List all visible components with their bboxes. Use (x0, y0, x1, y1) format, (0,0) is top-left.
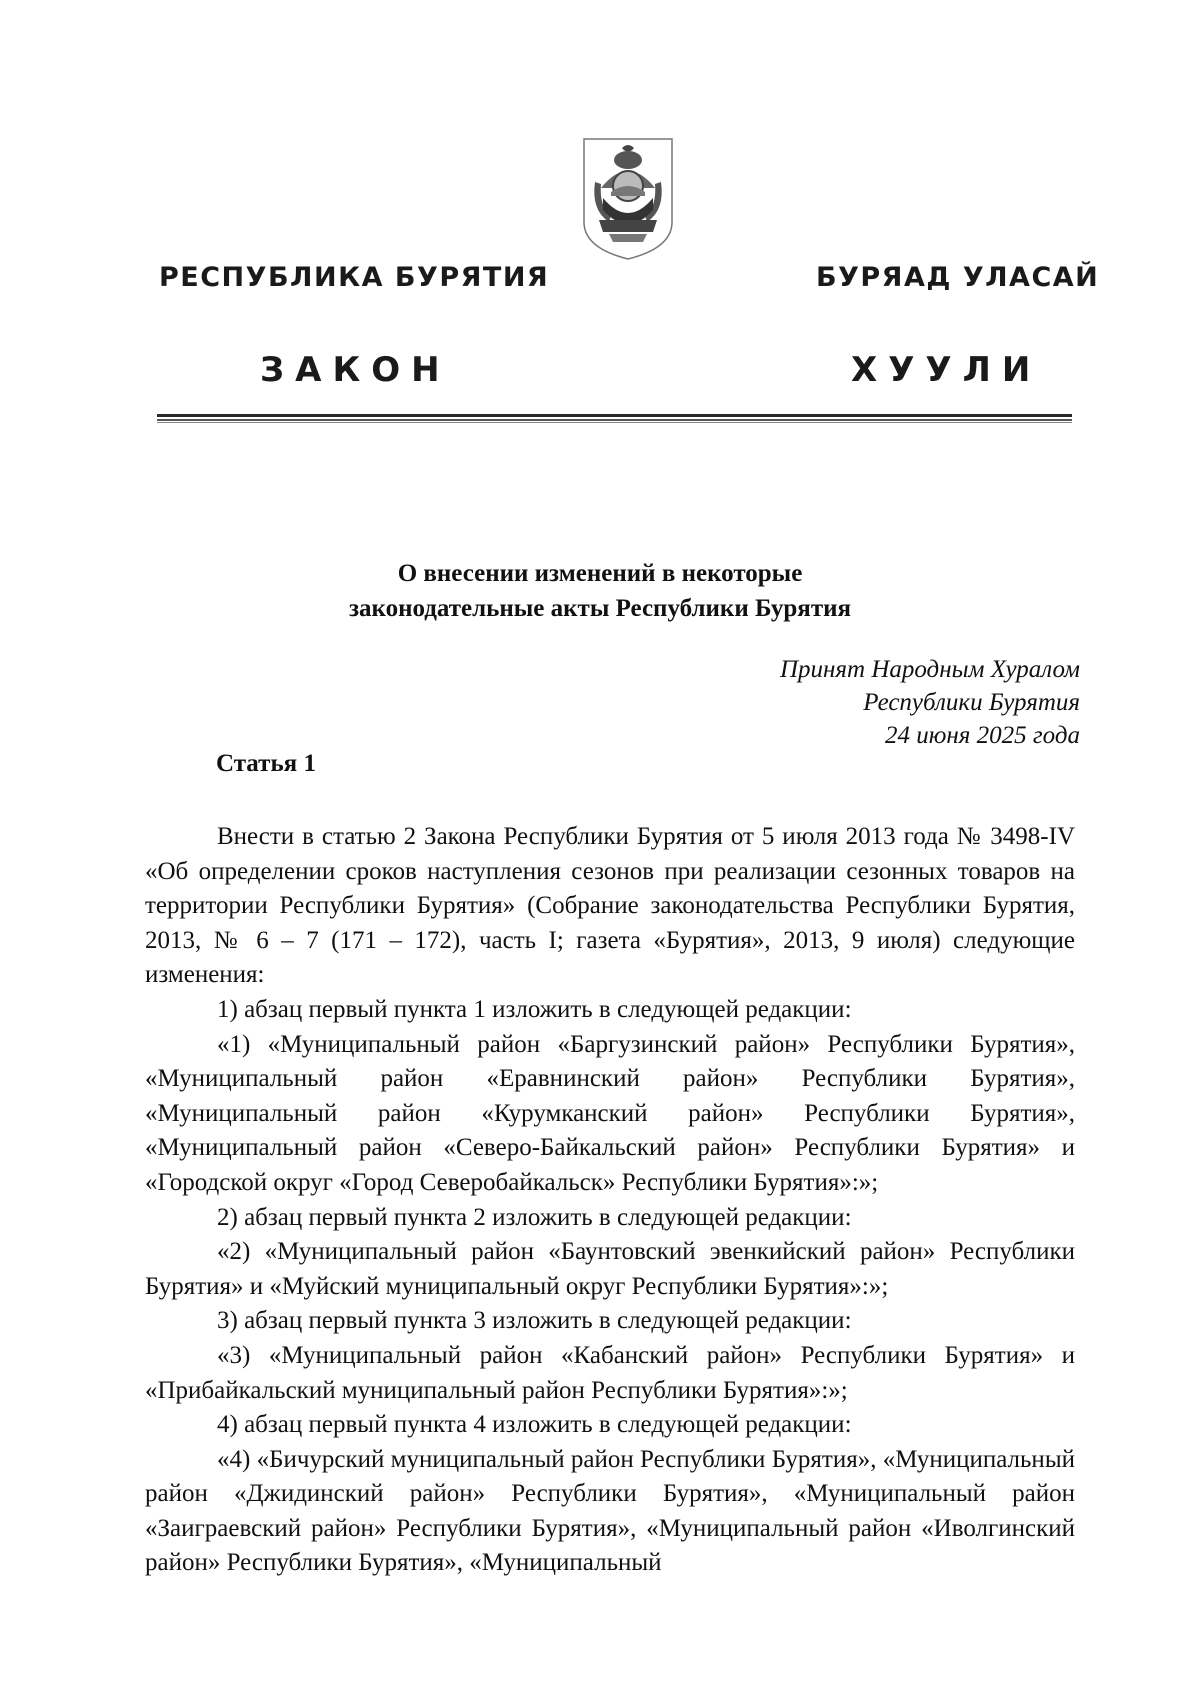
article-body (145, 820, 1075, 1581)
paragraph: «2) «Муниципальный район «Баунтовский эвенкийский район» Республики Бурятия» и «Муйский муниципальный округ Республики Бурятия»:»; (145, 1238, 1075, 1300)
header-divider (157, 414, 1072, 424)
paragraph: «4) «Бичурский муниципальный район Республики Бурятия», «Муниципальный район «Джидинский район» Республики Бурятия», «Муниципальный район «Заиграевский район» Республики Бурятия», «Муниципальный район «Иволгинский район» Республики Бурятия», «Муниципальный (145, 1445, 1075, 1577)
adoption-line-1: Принят Народным Хуралом (779, 656, 1080, 683)
title-line-2: законодательные акты Республики Бурятия (348, 595, 852, 622)
article-heading: Статья 1 (216, 750, 316, 777)
title-line-1: О внесении изменений в некоторые (397, 560, 803, 587)
paragraph: 1) абзац первый пункта 1 изложить в следующей редакции: (217, 995, 852, 1023)
coat-of-arms-icon (581, 136, 675, 262)
document-title (200, 556, 1000, 626)
paragraph: 4) абзац первый пункта 4 изложить в следующей редакции: (217, 1411, 852, 1439)
republic-name-buryat: БУРЯАД УЛАСАЙ (816, 262, 1100, 293)
republic-name-russian: РЕСПУБЛИКА БУРЯТИЯ (159, 262, 550, 293)
law-label-russian: ЗАКОН (260, 350, 451, 390)
paragraph: «3) «Муниципальный район «Кабанский район» Республики Бурятия» и «Прибайкальский муниципальный район Республики Бурятия»:»; (145, 1341, 1075, 1404)
adoption-note (780, 653, 1080, 752)
law-label-buryat: ХУУЛИ (851, 350, 1042, 390)
paragraph: 2) абзац первый пункта 2 изложить в следующей редакции: (217, 1203, 852, 1231)
adoption-date: 24 июня 2025 года (885, 722, 1080, 749)
paragraph: Внести в статью 2 Закона Республики Бурятия от 5 июля 2013 года № 3498-IV «Об определении сроков наступления сезонов при реализации сезонных товаров на территории Республики Бурятия» (Собрание законодательства Республики Бурятия, 2013, № 6 – 7 (171 – 172), часть I; газета «Бурятия», 2013, 9 июля) следующие изменения: (145, 823, 1075, 989)
paragraph: «1) «Муниципальный район «Баргузинский район» Республики Бурятия», «Муниципальный район «Еравнинский район» Республики Бурятия», «Муниципальный район «Курумканский район» Республики Бурятия», «Муниципальный район «Северо-Байкальский район» Республики Бурятия» и «Городской округ «Город Северобайкальск» Республики Бурятия»:»; (145, 1030, 1075, 1196)
adoption-line-2: Республики Бурятия (863, 689, 1080, 716)
paragraph: 3) абзац первый пункта 3 изложить в следующей редакции: (217, 1307, 852, 1335)
